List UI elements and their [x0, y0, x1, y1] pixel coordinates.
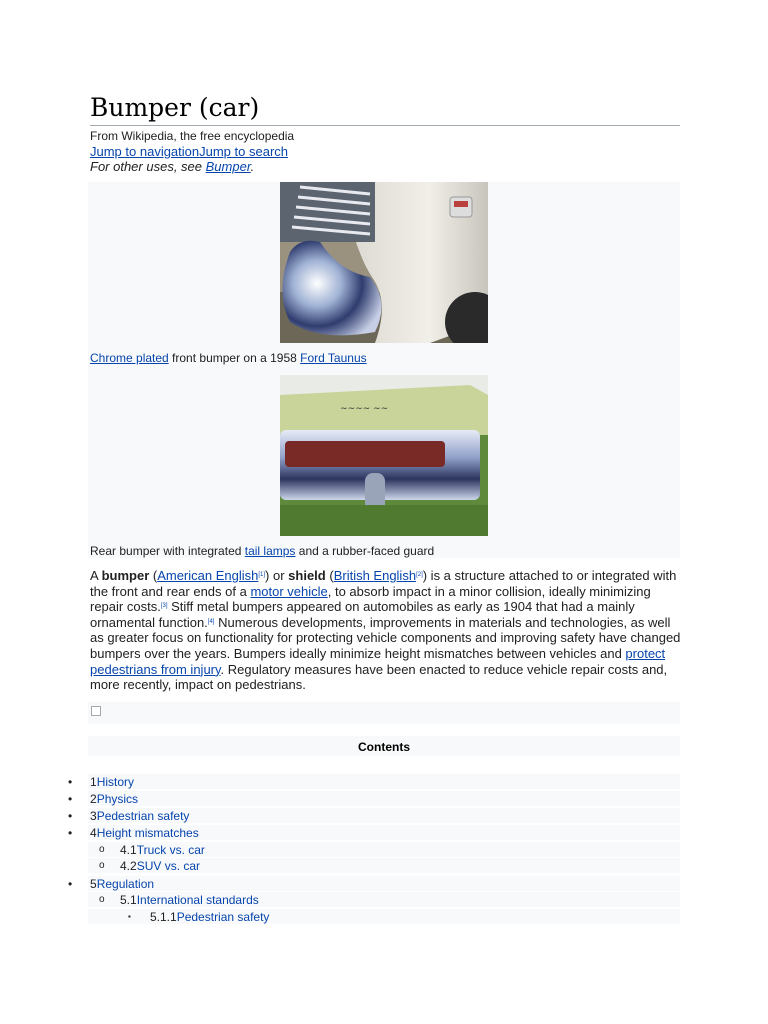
reference-1[interactable]: [1]: [258, 572, 266, 578]
british-english-link[interactable]: British English: [333, 568, 417, 583]
toc-bullet: •: [68, 877, 73, 891]
toc-link[interactable]: Physics: [96, 792, 139, 806]
reference-4[interactable]: [4]: [207, 618, 215, 625]
toc-link[interactable]: SUV vs. car: [136, 859, 201, 873]
rear-bumper-photo: [280, 375, 488, 536]
toc-link[interactable]: History: [96, 775, 135, 789]
toc-number: 5: [90, 877, 97, 891]
front-bumper-image[interactable]: [280, 182, 488, 343]
toc-bullet: o: [99, 844, 105, 855]
toc-item-height-mismatches[interactable]: [68, 825, 680, 840]
toc-link[interactable]: Truck vs. car: [136, 843, 205, 857]
ford-taunus-link[interactable]: Ford Taunus: [300, 351, 367, 365]
toc-bullet: o: [99, 860, 105, 871]
toc-title: Contents: [88, 736, 680, 756]
intro-text: , to absorb impact in a minor collision, ideally minimizing repair costs.: [90, 583, 651, 615]
intro-text: Numerous developments, improvements in materials and technologies, as well as greater focus on functionality for protecting vehicle components and improving safety have changed bumpers over the years. Bumpers ideally minimize height mismatches between vehicles and: [90, 614, 681, 661]
intro-text: Stiff metal bumpers appeared on automobiles as early as 1904 that had a mainly ornamental function.: [90, 599, 635, 630]
toc-bullet: ▪: [128, 912, 131, 921]
site-subtitle: From Wikipedia, the free encyclopedia: [90, 129, 295, 143]
front-bumper-photo: [280, 182, 488, 343]
intro-text: ) or: [265, 568, 289, 583]
toc-number: 5.1.1: [150, 910, 177, 924]
toc-link[interactable]: International standards: [136, 893, 259, 907]
rear-bumper-caption: [90, 544, 434, 558]
chrome-plated-link[interactable]: Chrome plated: [90, 351, 169, 365]
caption2-text2: and a rubber-faced guard: [295, 544, 435, 558]
toc-item-pedestrian-safety-standard[interactable]: [88, 909, 680, 924]
hatnote-suffix: .: [250, 159, 255, 174]
jump-to-navigation-link[interactable]: Jump to navigation: [90, 144, 200, 159]
toc-bullet: o: [99, 894, 105, 905]
toc-toggle-bar: [88, 702, 680, 724]
term-bumper: bumper: [101, 568, 150, 583]
toc-item-pedestrian-safety[interactable]: [68, 808, 680, 823]
motor-vehicle-link[interactable]: motor vehicle: [250, 583, 328, 599]
toc-item-suv-vs-car[interactable]: [88, 858, 680, 873]
intro-text: (: [149, 568, 158, 583]
toc-bullet: •: [68, 826, 73, 840]
rear-bumper-image[interactable]: [280, 375, 488, 536]
toc-item-regulation[interactable]: [68, 876, 680, 891]
toc-bullet: •: [68, 775, 73, 789]
toc-number: 1: [90, 775, 97, 789]
toc-toggle-checkbox[interactable]: [91, 706, 101, 716]
toc-number: 4.2: [120, 859, 137, 873]
hatnote-bumper-link[interactable]: Bumper: [205, 159, 251, 174]
toc-number: 5.1: [120, 893, 137, 907]
term-shield: shield: [288, 568, 326, 583]
intro-paragraph: [90, 568, 682, 693]
caption2-text1: Rear bumper with integrated: [90, 544, 245, 558]
american-english-link[interactable]: American English: [157, 568, 259, 583]
toc-number: 3: [90, 809, 97, 823]
toc-link[interactable]: Regulation: [96, 877, 155, 891]
intro-text: ) is a structure attached to or integrated with the front and rear ends of a: [90, 568, 677, 599]
toc-item-physics[interactable]: [68, 791, 680, 806]
toc-item-history[interactable]: [68, 774, 680, 789]
jump-links: [90, 144, 288, 159]
toc-link[interactable]: Pedestrian safety: [96, 809, 190, 823]
hatnote: [90, 159, 254, 174]
toc-item-international-standards[interactable]: [88, 892, 680, 907]
toc-link[interactable]: Height mismatches: [96, 826, 199, 840]
toc-item-truck-vs-car[interactable]: [88, 842, 680, 857]
image-gallery: [88, 182, 680, 558]
caption1-text: front bumper on a 1958: [168, 351, 301, 365]
page-title: Bumper (car): [90, 92, 680, 126]
toc-number: 2: [90, 792, 97, 806]
jump-to-search-link[interactable]: Jump to search: [199, 144, 288, 159]
toc-link[interactable]: Pedestrian safety: [176, 910, 270, 924]
reference-3[interactable]: [3]: [160, 603, 168, 610]
front-bumper-caption: [90, 351, 367, 365]
toc-number: 4.1: [120, 843, 137, 857]
svg-text:∼∼∼∼ ∼∼: ∼∼∼∼ ∼∼: [340, 404, 389, 414]
toc-bullet: •: [68, 792, 73, 806]
toc-number: 4: [90, 826, 97, 840]
reference-2[interactable]: [2]: [416, 572, 423, 578]
tail-lamps-link[interactable]: tail lamps: [244, 544, 296, 558]
hatnote-prefix: For other uses, see: [90, 159, 206, 174]
protect-pedestrians-link[interactable]: protect pedestrians from injury: [90, 645, 666, 677]
intro-text: A: [90, 568, 102, 583]
intro-text: (: [325, 568, 334, 583]
toc-bullet: •: [68, 809, 73, 823]
intro-text: . Regulatory measures have been enacted to reduce vehicle repair costs and, more recently, impact on pedestrians.: [90, 661, 668, 693]
